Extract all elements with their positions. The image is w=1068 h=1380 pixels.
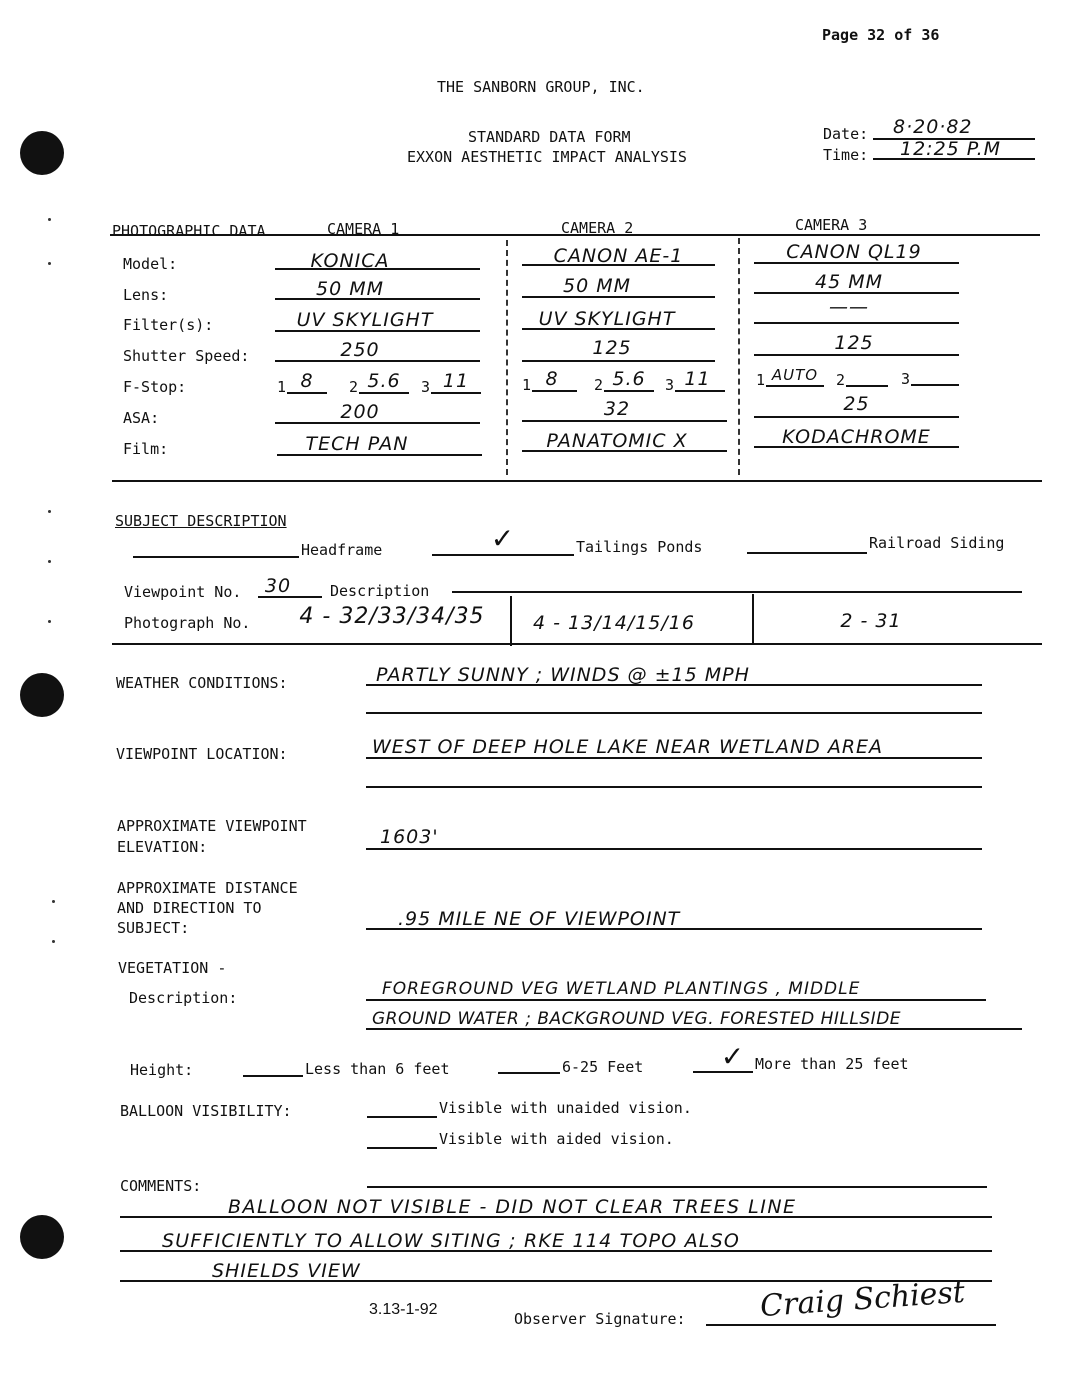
cam3-fstop-2-line bbox=[846, 385, 888, 387]
distance-label-line-3: SUBJECT: bbox=[117, 919, 190, 937]
distance-value: .95 MILE NE OF VIEWPOINT bbox=[398, 908, 681, 930]
cam1-fstop-2-num: 2 bbox=[349, 378, 359, 396]
cam1-fstop-1-num: 1 bbox=[277, 378, 287, 396]
height-more-than-25-label: More than 25 feet bbox=[755, 1055, 909, 1073]
cam3-lens: 45 MM bbox=[814, 271, 883, 293]
punch-hole-3 bbox=[20, 1215, 64, 1259]
elevation-label-line-1: APPROXIMATE VIEWPOINT bbox=[117, 817, 307, 835]
cam2-fstop-1-num: 1 bbox=[522, 376, 532, 394]
cam1-fstop-1-line bbox=[287, 392, 327, 394]
cam3-model: CANON QL19 bbox=[786, 241, 922, 263]
tailings-ponds-label: Tailings Ponds bbox=[576, 538, 703, 556]
camera-2-header: CAMERA 2 bbox=[561, 219, 634, 237]
asa-label: ASA: bbox=[123, 409, 160, 427]
speck bbox=[48, 510, 51, 513]
viewpoint-location-value: WEST OF DEEP HOLE LAKE NEAR WETLAND AREA bbox=[372, 736, 884, 758]
speck bbox=[48, 560, 51, 563]
cam2-lens: 50 MM bbox=[562, 275, 631, 297]
cam3-filter: —— bbox=[829, 296, 869, 318]
camera-3-header: CAMERA 3 bbox=[795, 216, 868, 234]
comments-text-line-2: SUFFICIENTLY TO ALLOW SITING ; RKE 114 TOPO ALSO bbox=[162, 1230, 741, 1252]
balloon-visibility-label: BALLOON VISIBILITY: bbox=[120, 1102, 292, 1120]
cam1-lens: 50 MM bbox=[315, 278, 384, 300]
cam3-shutter: 125 bbox=[834, 332, 874, 354]
punch-hole-2 bbox=[20, 673, 64, 717]
cam2-fstop-3-line bbox=[675, 390, 725, 392]
company-name: THE SANBORN GROUP, INC. bbox=[437, 78, 645, 96]
photo-bottom-rule bbox=[112, 480, 1042, 482]
cam1-fstop-1: 8 bbox=[300, 370, 314, 392]
cam1-fstop-3-num: 3 bbox=[421, 378, 431, 396]
divider-cam-1-2 bbox=[506, 240, 508, 475]
photo-numbers-cam2: 4 - 13/14/15/16 bbox=[533, 612, 695, 634]
weather-line-2 bbox=[366, 712, 982, 714]
description-label: Description bbox=[330, 582, 430, 600]
cam1-fstop-2-line bbox=[359, 392, 409, 394]
cam2-fstop-2: 5.6 bbox=[612, 368, 646, 390]
weather-conditions-value: PARTLY SUNNY ; WINDS @ ±15 MPH bbox=[376, 664, 750, 686]
subject-description-label: SUBJECT DESCRIPTION bbox=[115, 512, 287, 530]
balloon-opt1-line bbox=[367, 1116, 437, 1118]
cam2-fstop-1-line bbox=[532, 390, 577, 392]
photo-top-rule bbox=[110, 234, 1040, 236]
cam3-film: KODACHROME bbox=[782, 426, 931, 448]
height-6-25-label: 6-25 Feet bbox=[562, 1058, 644, 1076]
divider-cam-2-3 bbox=[738, 238, 740, 475]
cam2-fstop-2-num: 2 bbox=[594, 376, 604, 394]
time-label: Time: bbox=[823, 146, 869, 164]
viewpoint-number-value: 30 bbox=[264, 575, 292, 597]
fstop-label: F-Stop: bbox=[123, 378, 187, 396]
cam3-fstop-1: AUTO bbox=[771, 366, 819, 384]
photo-divider-2 bbox=[752, 594, 754, 644]
cam2-filter: UV SKYLIGHT bbox=[538, 308, 676, 330]
film-label: Film: bbox=[123, 440, 169, 458]
cam2-shutter-line bbox=[522, 360, 715, 362]
headframe-line bbox=[133, 556, 299, 558]
cam3-fstop-3-num: 3 bbox=[901, 370, 911, 388]
cam3-asa: 25 bbox=[843, 393, 870, 415]
cam2-film: PANATOMIC X bbox=[546, 430, 688, 452]
cam3-fstop-3-line bbox=[911, 384, 959, 386]
photograph-number-label: Photograph No. bbox=[124, 614, 251, 632]
speck bbox=[48, 218, 51, 221]
vegetation-line-1 bbox=[366, 999, 986, 1001]
cam3-filter-line bbox=[754, 322, 959, 324]
weather-conditions-label: WEATHER CONDITIONS: bbox=[116, 674, 288, 692]
date-label: Date: bbox=[823, 125, 869, 143]
observer-signature: Craig Schiest bbox=[759, 1274, 966, 1325]
viewpoint-number-label: Viewpoint No. bbox=[124, 583, 242, 601]
signature-line bbox=[706, 1324, 996, 1326]
cam1-shutter: 250 bbox=[340, 339, 380, 361]
distance-label-line-1: APPROXIMATE DISTANCE bbox=[117, 879, 298, 897]
cam1-filter: UV SKYLIGHT bbox=[296, 309, 434, 331]
elevation-label-line-2: ELEVATION: bbox=[117, 838, 208, 856]
filter-label: Filter(s): bbox=[123, 316, 214, 334]
model-label: Model: bbox=[123, 255, 178, 273]
elevation-line bbox=[366, 848, 982, 850]
description-line bbox=[452, 591, 1022, 593]
vegetation-description-line-1: FOREGROUND VEG WETLAND PLANTINGS , MIDDLE bbox=[382, 979, 861, 999]
date-value: 8·20·82 bbox=[893, 116, 973, 138]
balloon-unaided-label: Visible with unaided vision. bbox=[439, 1099, 692, 1117]
cam3-fstop-1-line bbox=[766, 385, 824, 387]
cam2-fstop-2-line bbox=[604, 390, 654, 392]
cam1-fstop-3-line bbox=[431, 392, 481, 394]
height-less-than-6-label: Less than 6 feet bbox=[305, 1060, 450, 1078]
tailings-checkmark: ✓ bbox=[490, 522, 516, 555]
photo-numbers-cam3: 2 - 31 bbox=[840, 610, 902, 632]
photo-numbers-cam1: 4 - 32/33/34/35 bbox=[299, 604, 485, 629]
shutter-speed-label: Shutter Speed: bbox=[123, 347, 250, 365]
height-label: Height: bbox=[130, 1061, 194, 1079]
page-number: Page 32 of 36 bbox=[822, 26, 940, 44]
cam3-fstop-2-num: 2 bbox=[836, 371, 846, 389]
distance-label-line-2: AND DIRECTION TO bbox=[117, 899, 262, 917]
cam3-fstop-1-num: 1 bbox=[756, 371, 766, 389]
cam3-asa-line bbox=[754, 416, 959, 418]
time-value: 12:25 P.M bbox=[900, 138, 1002, 160]
form-code: 3.13-1-92 bbox=[369, 1301, 438, 1318]
cam2-fstop-3: 11 bbox=[684, 368, 711, 390]
cam2-shutter: 125 bbox=[592, 337, 632, 359]
punch-hole-1 bbox=[20, 131, 64, 175]
camera-1-header: CAMERA 1 bbox=[327, 220, 400, 238]
headframe-label: Headframe bbox=[301, 541, 383, 559]
form-subtitle: EXXON AESTHETIC IMPACT ANALYSIS bbox=[407, 148, 687, 166]
photo-divider-1 bbox=[510, 596, 512, 646]
location-line-2 bbox=[366, 786, 982, 788]
height-more-than-25-checkmark: ✓ bbox=[720, 1040, 746, 1073]
comments-text-line-1: BALLOON NOT VISIBLE - DID NOT CLEAR TREES LINE bbox=[228, 1196, 797, 1218]
cam2-asa: 32 bbox=[603, 398, 631, 420]
subject-bottom-rule bbox=[112, 643, 1042, 645]
vegetation-description-label: Description: bbox=[129, 989, 238, 1007]
cam1-asa: 200 bbox=[340, 401, 380, 423]
cam2-model: CANON AE-1 bbox=[553, 245, 684, 267]
cam1-fstop-3: 11 bbox=[442, 370, 470, 392]
railroad-siding-label: Railroad Siding bbox=[869, 534, 1005, 552]
comments-label: COMMENTS: bbox=[120, 1177, 202, 1195]
cam1-film: TECH PAN bbox=[305, 433, 409, 455]
balloon-opt2-line bbox=[367, 1147, 437, 1149]
comments-text-line-3: SHIELDS VIEW bbox=[212, 1260, 361, 1282]
speck bbox=[52, 940, 55, 943]
observer-signature-label: Observer Signature: bbox=[514, 1310, 686, 1328]
cam2-asa-line bbox=[522, 420, 727, 422]
vegetation-label: VEGETATION - bbox=[118, 959, 227, 977]
balloon-aided-label: Visible with aided vision. bbox=[439, 1130, 674, 1148]
cam3-shutter-line bbox=[754, 354, 959, 356]
elevation-value: 1603' bbox=[380, 826, 439, 848]
cam2-fstop-3-num: 3 bbox=[665, 376, 675, 394]
form-title: STANDARD DATA FORM bbox=[468, 128, 631, 146]
cam1-fstop-2: 5.6 bbox=[367, 370, 401, 392]
cam1-model: KONICA bbox=[310, 250, 390, 272]
speck bbox=[52, 900, 55, 903]
lens-label: Lens: bbox=[123, 286, 169, 304]
speck bbox=[48, 620, 51, 623]
comments-line-0 bbox=[367, 1186, 987, 1188]
vegetation-description-line-2: GROUND WATER ; BACKGROUND VEG. FORESTED HILLSIDE bbox=[372, 1009, 902, 1029]
cam2-fstop-1: 8 bbox=[545, 368, 559, 390]
height-opt1-line bbox=[243, 1075, 303, 1077]
photographic-data-label: PHOTOGRAPHIC DATA bbox=[112, 222, 266, 240]
speck bbox=[48, 262, 51, 265]
railroad-line bbox=[747, 552, 867, 554]
height-opt2-line bbox=[498, 1072, 560, 1074]
viewpoint-location-label: VIEWPOINT LOCATION: bbox=[116, 745, 288, 763]
